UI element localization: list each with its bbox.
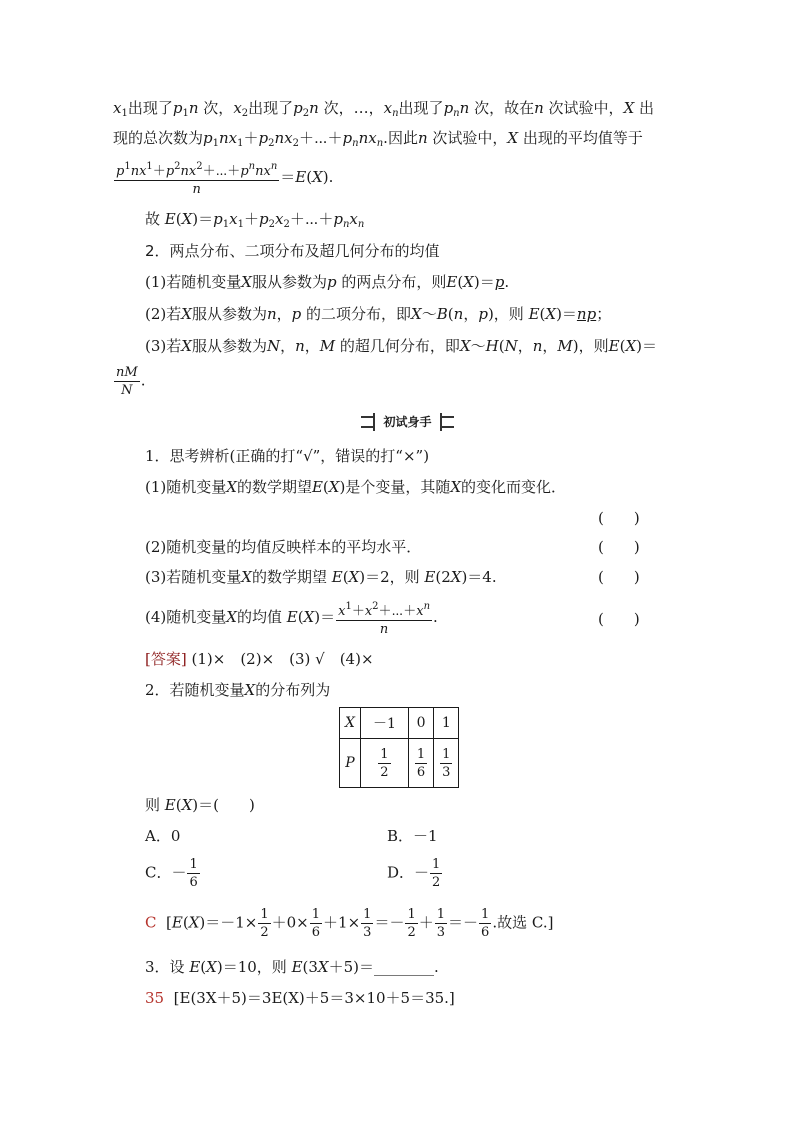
option-b[interactable]: B．－1 <box>387 827 438 845</box>
q1-statement-2: (2)随机变量的均值反映样本的平均水平． <box>145 538 422 556</box>
therefore-line: 故 $E(X)=p_1x_1+p_2x_2+\cdots+p_nx_n$ <box>145 210 365 230</box>
table-cell: P <box>340 739 361 788</box>
table-cell: $\frac{1}{6}$ <box>408 739 433 788</box>
intro-line-1: $x_1$出现了$p_1n$ 次，$x_2$出现了$p_2n$ 次，…，$x_n$出现了$p_nn$ 次，故在n 次试验中，X 出 <box>113 99 655 119</box>
q1-statement-1: (1)随机变量X的数学期望E(X)是个变量，其随X的变化而变化． <box>145 478 567 496</box>
practice-banner <box>361 413 454 431</box>
q1-answer: [答案] (1)× (2)× (3) √ (4)× <box>145 650 374 668</box>
solution-letter: C <box>145 913 157 932</box>
q1-paren-4[interactable]: ( ) <box>598 610 640 628</box>
intro-line-2: 现的总次数为$p_1nx_1+p_2nx_2+\cdots+p_nnx_n$.因此n 次试验中，X 出现的平均值等于 <box>113 129 643 149</box>
q2-solution: C [E(X)＝－1× $\frac{1}{2}$ ＋0× $\frac{1}{6}$ ＋1× $\frac{1}{3}$ ＝－ $\frac{1}{2}$ ＋ $\frac{1}{3}$ ＝－ $\frac{1}{6}$ .故选 C.] <box>145 907 554 940</box>
q1-paren-3[interactable]: ( ) <box>598 568 640 586</box>
q2-title: 2．若随机变量X的分布列为 <box>145 681 331 699</box>
hypergeometric-mean: $\frac{nM}{N}$ . <box>116 365 146 398</box>
section-title: 2．两点分布、二项分布及超几何分布的均值 <box>145 242 440 260</box>
section-item-1: (1)若随机变量X服从参数为p 的两点分布，则E(X)＝p. <box>145 273 510 291</box>
answer-blank[interactable]: ________ <box>374 958 435 976</box>
solution-number: 35 <box>145 989 165 1007</box>
table-cell: －1 <box>360 708 408 739</box>
table-cell: $\frac{1}{2}$ <box>360 739 408 788</box>
banner-label: 初试身手 <box>373 413 442 431</box>
q1-statement-3: (3)若随机变量X的数学期望 E(X)＝2，则 E(2X)＝4. <box>145 568 497 586</box>
q1-statement-4: (4)随机变量X的均值 E(X)＝ $\frac{x^1+x^2+\cdots+x^n}{n}$ . <box>145 598 438 638</box>
option-c[interactable]: C．－ $\frac{1}{6}$ <box>145 857 198 890</box>
option-d[interactable]: D．－ $\frac{1}{2}$ <box>387 857 441 890</box>
q3-solution: 35 [E(3X＋5)＝3E(X)＋5＝3×10＋5＝35.] <box>145 989 455 1007</box>
intro-formula: $\frac{p^1nx^1+p^2nx^2+\cdots+p^nnx^n}{n}$ ＝E(X). <box>113 158 333 198</box>
table-cell: 0 <box>408 708 433 739</box>
distribution-table <box>339 707 459 788</box>
q1-paren-1[interactable]: ( ) <box>598 509 640 527</box>
table-cell: X <box>340 708 361 739</box>
table-cell: 1 <box>434 708 459 739</box>
option-a[interactable]: A．0 <box>145 827 181 845</box>
q1-title: 1．思考辨析(正确的打“√”，错误的打“×”) <box>145 447 430 465</box>
answer-tag: [答案] <box>145 650 187 668</box>
q3-title: 3．设 E(X)＝10，则 E(3X＋5)＝________. <box>145 958 439 976</box>
section-item-2: (2)若X服从参数为n，p 的二项分布，即X～B(n，p)，则 E(X)＝np； <box>145 305 612 323</box>
q1-paren-2[interactable]: ( ) <box>598 538 640 556</box>
table-cell: $\frac{1}{3}$ <box>434 739 459 788</box>
section-item-3: (3)若X服从参数为N，n，M 的超几何分布，即X～H(N，n，M)，则E(X)＝ <box>145 337 658 355</box>
q2-ask: 则 E(X)＝( ) <box>145 796 255 814</box>
